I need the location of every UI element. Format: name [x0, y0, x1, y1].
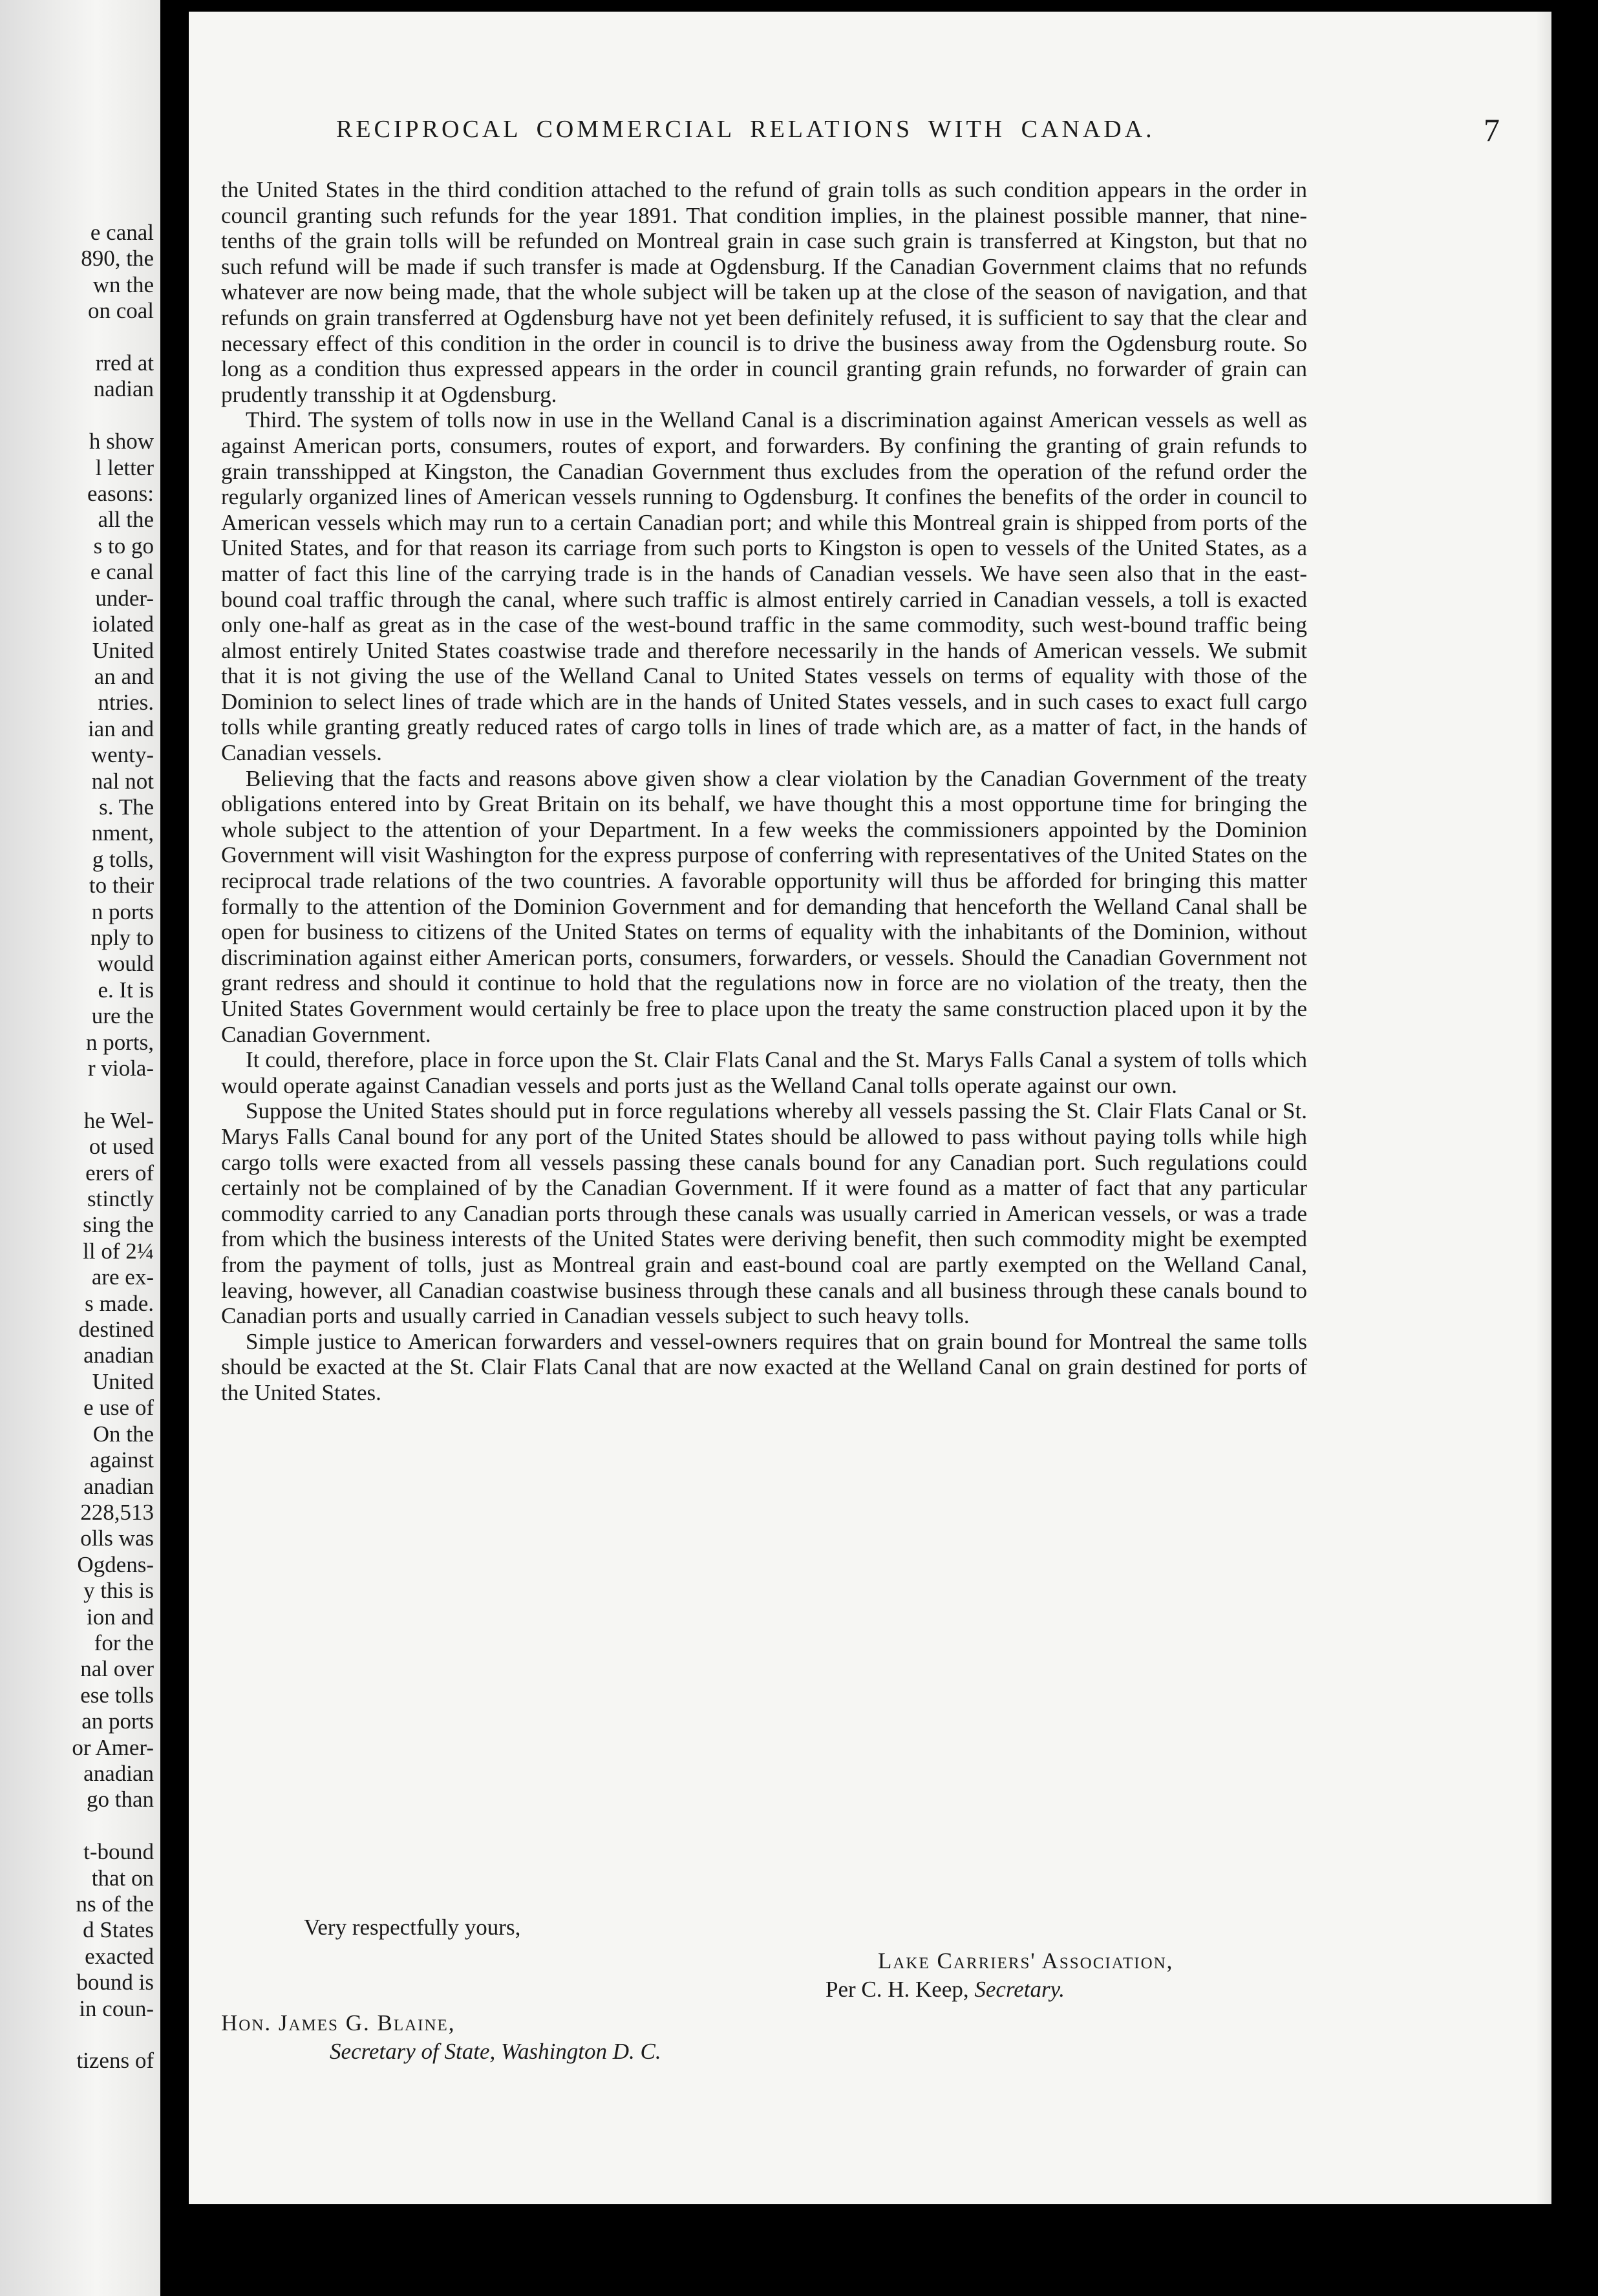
- left-fragment-line: or Amer-: [72, 1734, 154, 1760]
- left-fragment-line: rred at: [95, 350, 154, 376]
- left-fragment-line: ll of 2¼: [83, 1238, 154, 1264]
- left-fragment-line: United: [92, 637, 154, 663]
- left-fragment-line: nal not: [91, 768, 154, 794]
- left-fragment-line: to their: [89, 873, 154, 898]
- left-fragment-line: e use of: [83, 1395, 154, 1421]
- left-page: [0, 0, 160, 2296]
- left-fragment-line: an ports: [81, 1708, 154, 1734]
- addressee-title: Secretary of State, Washington D. C.: [330, 2039, 661, 2064]
- left-fragment-line: anadian: [83, 1473, 154, 1499]
- left-fragment-line: [25, 403, 154, 429]
- left-fragment-line: iolated: [92, 611, 154, 637]
- left-fragment-line: e canal: [90, 559, 154, 585]
- paragraph: It could, therefore, place in force upon the St. Clair Flats Canal and the St. Marys Falls Canal a system of tolls which would operate against Canadian vessels and ports just as the Welland Canal tolls operate against our own.: [221, 1047, 1307, 1098]
- left-fragment-line: in coun-: [79, 1995, 154, 2021]
- left-fragment-line: all the: [98, 507, 154, 533]
- left-fragment-line: that on: [91, 1865, 154, 1891]
- left-fragment-line: sing the: [83, 1212, 154, 1238]
- left-fragment-line: ese tolls: [80, 1682, 154, 1708]
- left-fragment-line: go than: [86, 1787, 154, 1812]
- paragraph: Believing that the facts and reasons above given show a clear violation by the Canadian Government of the treaty obligations entered into by Great Britain on its behalf, we have thought this a most opportune time for bringing the whole subject to the attention of your Department. In a few weeks the commissioners appointed by the Dominion Government will visit Washington for the express purpose of conferring with representatives of the United States on the reciprocal trade relations of the two countries. A favorable opportunity will thus be afforded for bringing this matter formally to the attention of the Dominion Government and for demanding that henceforth the Welland Canal shall be open for business to citizens of the United States on terms of equality with the inhabitants of the Dominion, without discrimination against either American ports, consumers, forwarders, or vessels. Should the Canadian Government not grant redress and should it continue to hold that the regulations now in force are no violation of the treaty, then the United States Government would certainly be free to place upon the treaty the same construction placed upon it by the Canadian Government.: [221, 765, 1307, 1047]
- left-fragment-line: for the: [94, 1630, 154, 1655]
- left-fragment-line: against: [89, 1447, 154, 1473]
- left-fragment-line: wn the: [92, 271, 154, 297]
- left-fragment-line: olls was: [80, 1525, 154, 1551]
- left-fragment-line: exacted: [85, 1943, 154, 1969]
- left-fragment-line: tizens of: [76, 2048, 154, 2074]
- left-fragment-line: anadian: [83, 1343, 154, 1368]
- signature-line: [826, 1977, 1065, 2003]
- left-fragment-line: On the: [92, 1421, 154, 1447]
- left-fragment-line: ntries.: [98, 690, 154, 716]
- left-fragment-line: d States: [83, 1917, 154, 1943]
- left-fragment-line: destined: [78, 1317, 154, 1343]
- left-fragment-line: ian and: [87, 716, 154, 741]
- left-fragment-line: easons:: [87, 481, 154, 507]
- left-fragment-line: l letter: [95, 454, 154, 480]
- addressee-name: Hon. James G. Blaine,: [221, 2010, 456, 2036]
- left-fragment-line: e. It is: [98, 977, 154, 1003]
- left-fragment-line: wenty-: [91, 742, 154, 768]
- left-fragment-line: e canal: [90, 220, 154, 245]
- paragraph: Third. The system of tolls now in use in the Welland Canal is a discrimination against American vessels as well as against American ports, consumers, routes of export, and forwarders. By confining the granting of grain refunds to grain transshipped at Kingston, the Canadian Government thus excludes from the operation of the refund order the regularly organized lines of American vessels running to Ogdensburg. It confines the benefits of the order in council to American vessels which may run to a certain Canadian port; and while this Montreal grain is shipped from ports of the United States, and for that reason its carriage from such ports to Kingston is open to vessels of the United States, as a matter of fact this line of the carrying trade is in the hands of Canadian vessels. We have seen also that in the east-bound coal traffic through the canal, where such traffic is almost entirely carried in Canadian vessels, a toll is exacted only one-half as great as in the case of the west-bound traffic in the same commodity, such west-bound traffic being almost entirely United States coastwise trade and therefore necessarily in the hands of American vessels. We submit that it is not giving the use of the Welland Canal to United States vessels on terms of equality with those of the Dominion to select lines of trade which are in the hands of United States vessels, and in such cases to exact full cargo tolls while granting greatly reduced rates of cargo tolls in lines of trade which are, as a matter of fact, in the hands of Canadian vessels.: [221, 407, 1307, 766]
- left-fragment-line: [25, 2022, 154, 2048]
- left-fragment-line: 890, the: [81, 246, 154, 271]
- left-fragment-line: t-bound: [83, 1839, 154, 1865]
- left-fragment-line: s. The: [99, 794, 154, 820]
- signature-per: Per C. H. Keep,: [826, 1977, 969, 2002]
- left-fragment-line: h show: [89, 429, 154, 454]
- left-fragment-line: 228,513: [80, 1499, 154, 1525]
- left-fragment-line: an and: [94, 663, 154, 689]
- left-fragment-line: on coal: [87, 298, 154, 324]
- left-fragment-line: anadian: [83, 1760, 154, 1786]
- left-fragment-line: under-: [95, 585, 154, 611]
- left-fragment-line: are ex-: [91, 1264, 154, 1290]
- left-fragment-line: r viola-: [87, 1056, 154, 1081]
- left-fragment-line: [25, 324, 154, 350]
- running-title: RECIPROCAL COMMERCIAL RELATIONS WITH CANADA.: [336, 116, 1155, 143]
- left-fragment-line: g tolls,: [92, 846, 154, 872]
- paragraph: Suppose the United States should put in force regulations whereby all vessels passing the St. Clair Flats Canal or St. Marys Falls Canal bound for any port of the United States should be allowed to pass without paying tolls while high cargo tolls were exacted from all vessels passing these canals bound for any Canadian port. Such regulations could certainly not be complained of by the Canadian Government. If it were found as a matter of fact that any particular commodity carried to any Canadian ports through these canals was usually carried in American vessels, or was a trade from which the business interests of the United States were deriving benefit, then such commodity might be exempted from the payment of tolls, just as Montreal grain and east-bound coal are partly exempted on the Welland Canal, leaving, however, all Canadian coastwise business through these canals and all business through these canals bound to Canadian ports and usually carried in Canadian vessels subject to such heavy tolls.: [221, 1098, 1307, 1329]
- left-fragment-line: nal over: [80, 1656, 154, 1682]
- left-fragment-line: would: [97, 951, 154, 977]
- left-fragment-line: erers of: [85, 1160, 154, 1185]
- left-fragment-line: nadian: [93, 376, 154, 402]
- left-fragment-line: [25, 1813, 154, 1839]
- left-fragment-line: ure the: [91, 1003, 154, 1029]
- page-number: 7: [1484, 112, 1500, 148]
- paragraph: the United States in the third condition attached to the refund of grain tolls as such condition appears in the order in council granting such refunds for the year 1891. That condition implies, in the plainest possible manner, that nine-tenths of the grain tolls will be refunded on Montreal grain in case such grain is transferred at Kingston, but that no such refund will be made if such transfer is made at Ogdensburg. If the Canadian Government claims that no refunds whatever are now being made, that the whole subject will be taken up at the close of the season of navigation, and that refunds on grain transferred at Ogdensburg have not yet been definitely refused, it is sufficient to say that the clear and necessary effect of this condition in the order in council is to drive the business away from the Ogdensburg route. So long as a condition thus expressed appears in the order in council granting grain refunds, no forwarder of grain can prudently transship it at Ogdensburg.: [221, 177, 1307, 407]
- left-fragment-line: n ports: [91, 898, 154, 924]
- closing-salutation: Very respectfully yours,: [304, 1915, 521, 1940]
- left-fragment-line: ns of the: [76, 1891, 154, 1917]
- signature-role: Secretary.: [974, 1977, 1065, 2002]
- left-fragment-line: s to go: [93, 533, 154, 558]
- body-text: [221, 177, 1307, 1406]
- left-fragment-line: s made.: [85, 1290, 154, 1316]
- left-fragment-line: y this is: [83, 1578, 154, 1604]
- page-gutter: [160, 0, 189, 2296]
- left-fragment-line: ot used: [89, 1134, 154, 1160]
- left-page-text-fragments: [25, 220, 154, 2074]
- left-fragment-line: n ports,: [86, 1029, 154, 1055]
- left-fragment-line: ion and: [86, 1604, 154, 1630]
- left-fragment-line: nply to: [90, 924, 154, 950]
- right-page: [189, 12, 1551, 2204]
- left-fragment-line: Ogdens-: [77, 1551, 154, 1577]
- left-fragment-line: stinctly: [87, 1186, 154, 1212]
- signature-organization: Lake Carriers' Association,: [878, 1948, 1174, 1973]
- left-fragment-line: nment,: [91, 820, 154, 846]
- left-fragment-line: he Wel-: [83, 1107, 154, 1133]
- page-header: [336, 112, 1500, 154]
- paragraph: Simple justice to American forwarders and vessel-owners requires that on grain bound for Montreal the same tolls should be exacted at the St. Clair Flats Canal that are now exacted at the Welland Canal on grain destined for ports of the United States.: [221, 1328, 1307, 1405]
- left-fragment-line: United: [92, 1368, 154, 1394]
- left-fragment-line: bound is: [76, 1970, 154, 1995]
- left-fragment-line: [25, 1081, 154, 1107]
